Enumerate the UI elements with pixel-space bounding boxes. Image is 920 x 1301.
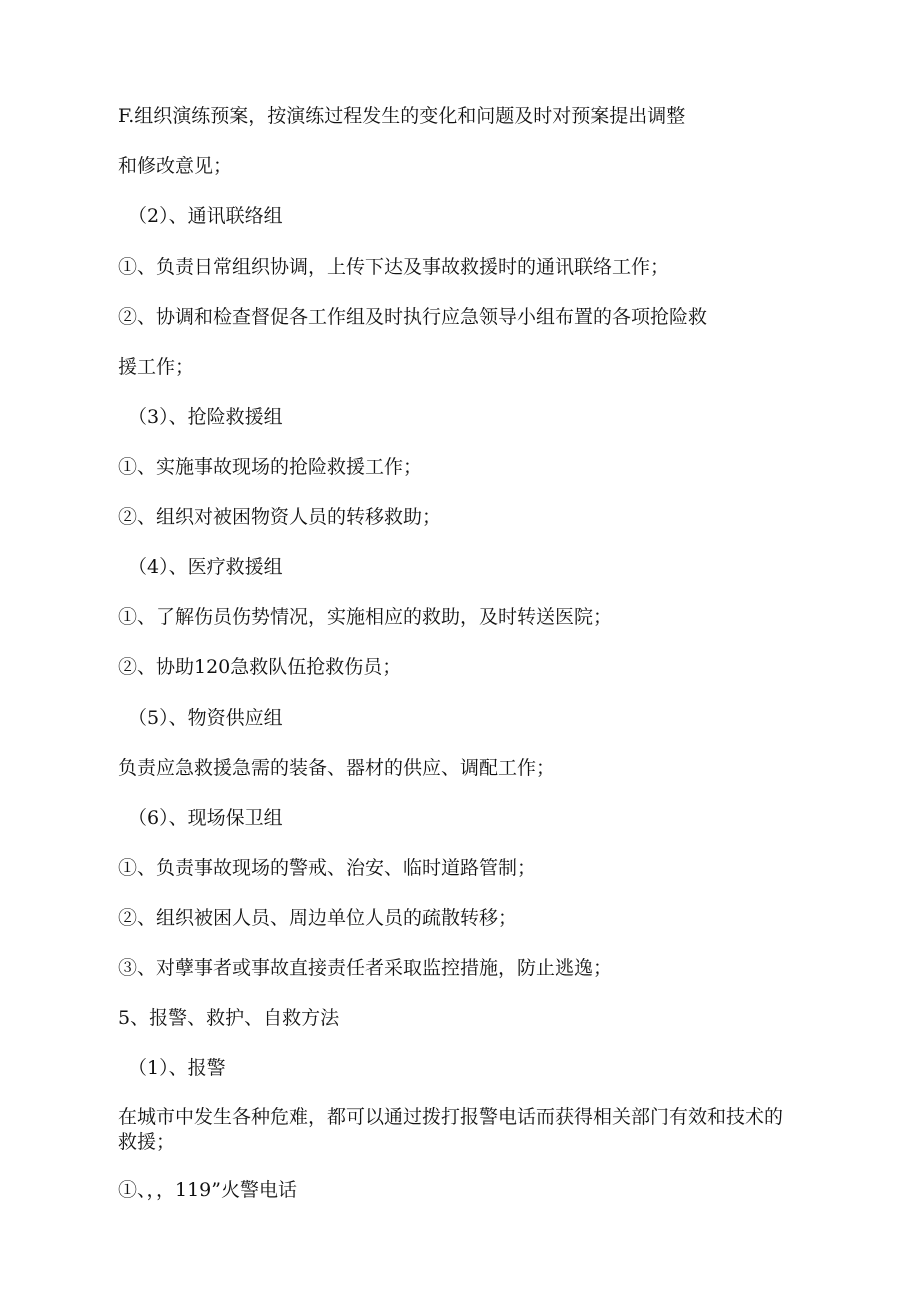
- list-item: ①、负责事故现场的警戒、治安、临时道路管制；: [118, 857, 537, 879]
- list-item: ②、协调和检查督促各工作组及时执行应急领导小组布置的各项抢险救: [118, 306, 708, 328]
- section-heading: （5）、物资供应组: [128, 707, 283, 729]
- section-heading: （4）、医疗救援组: [128, 556, 283, 578]
- list-item: ③、对孽事者或事故直接责任者采取监控措施，防止逃逸；: [118, 957, 613, 979]
- section-heading: （3）、抢险救援组: [128, 406, 283, 428]
- list-item: ①、了解伤员伤势情况，实施相应的救助，及时转送医院；: [118, 606, 613, 628]
- paragraph: 在城市中发生各种危难，都可以通过拨打报警电话而获得相关部门有效和技术的救援；: [118, 1106, 784, 1153]
- list-item-continuation: 援工作；: [118, 356, 195, 378]
- list-item: ②、协助120急救队伍抢救伤员；: [118, 656, 402, 678]
- paragraph-line: 和修改意见；: [118, 155, 233, 177]
- section-heading: （2）、通讯联络组: [128, 205, 283, 227]
- list-item: ①、负责日常组织协调，上传下达及事故救援时的通讯联络工作；: [118, 256, 670, 278]
- section-heading: （1）、报警: [128, 1057, 226, 1079]
- list-item: ②、组织对被困物资人员的转移救助；: [118, 506, 442, 528]
- paragraph-line: F.组织演练预案，按演练过程发生的变化和问题及时对预案提出调整: [118, 105, 686, 127]
- list-item: ②、组织被困人员、周边单位人员的疏散转移；: [118, 907, 518, 929]
- paragraph-line: 负责应急救援急需的装备、器材的供应、调配工作；: [118, 757, 556, 779]
- list-item: ①、，，119”火警电话: [118, 1179, 297, 1201]
- list-item: ①、实施事故现场的抢险救援工作；: [118, 456, 423, 478]
- section-heading: （6）、现场保卫组: [128, 807, 283, 829]
- section-heading: 5、报警、救护、自救方法: [118, 1007, 340, 1029]
